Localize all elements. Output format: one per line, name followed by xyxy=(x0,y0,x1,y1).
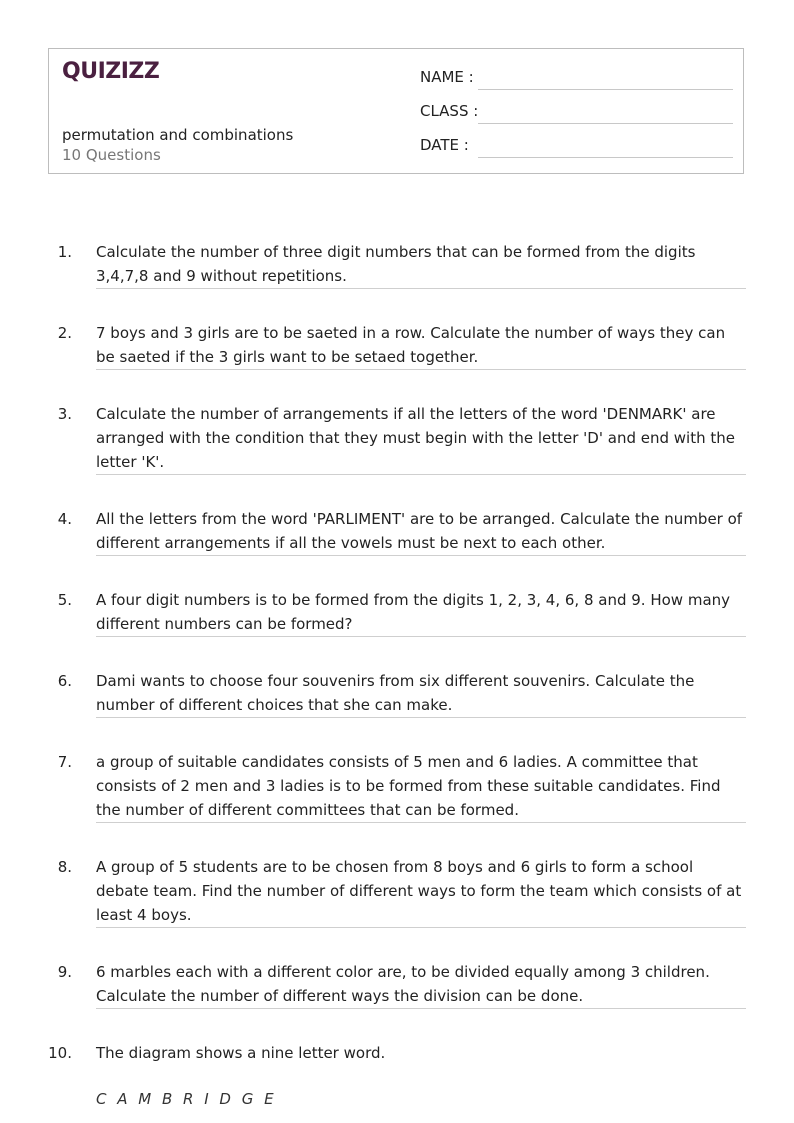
question-number: 9. xyxy=(57,963,72,981)
answer-line xyxy=(96,822,746,823)
question-count: 10 Questions xyxy=(62,146,161,164)
question-number: 10. xyxy=(48,1044,72,1062)
date-label: DATE : xyxy=(420,136,469,154)
question-number: 5. xyxy=(57,591,72,609)
date-line xyxy=(478,157,733,158)
answer-line xyxy=(96,636,746,637)
question-text: a group of suitable candidates consists of 5 men and 6 ladies. A committee that consists of 2 men and 3 ladies is to be formed from these suitable candidates. Find the number of different committees that can be formed. xyxy=(96,753,721,819)
quizizz-logo: QUIZIZZ xyxy=(62,59,160,84)
question-text: Dami wants to choose four souvenirs from six different souvenirs. Calculate the number of different choices that she can make. xyxy=(96,672,695,714)
answer-line xyxy=(96,927,746,928)
name-line xyxy=(478,89,733,90)
question-number: 7. xyxy=(57,753,72,771)
answer-line xyxy=(96,288,746,289)
answer-line xyxy=(96,474,746,475)
question-text: 6 marbles each with a different color are, to be divided equally among 3 children. Calculate the number of different ways the division can be done. xyxy=(96,963,710,1005)
question-text: Calculate the number of three digit numbers that can be formed from the digits 3,4,7,8 and 9 without repetitions. xyxy=(96,243,696,285)
question-number: 2. xyxy=(57,324,72,342)
question-text: 7 boys and 3 girls are to be saeted in a row. Calculate the number of ways they can be saeted if the 3 girls want to be setaed together. xyxy=(96,324,726,366)
name-label: NAME : xyxy=(420,68,474,86)
answer-line xyxy=(96,369,746,370)
question-number: 1. xyxy=(57,243,72,261)
answer-line xyxy=(96,717,746,718)
answer-line xyxy=(96,555,746,556)
question-text: A four digit numbers is to be formed from the digits 1, 2, 3, 4, 6, 8 and 9. How many different numbers can be formed? xyxy=(96,591,731,633)
question-text: Calculate the number of arrangements if all the letters of the word 'DENMARK' are arranged with the condition that they must begin with the letter 'D' and end with the letter 'K'. xyxy=(96,405,735,471)
question-number: 6. xyxy=(57,672,72,690)
question-number: 4. xyxy=(57,510,72,528)
question-text: All the letters from the word 'PARLIMENT' are to be arranged. Calculate the number of different arrangements if all the vowels must be next to each other. xyxy=(96,510,743,552)
question-text: The diagram shows a nine letter word. xyxy=(96,1044,386,1062)
question-text: A group of 5 students are to be chosen from 8 boys and 6 girls to form a school debate team. Find the number of different ways to form the team which consists of at least 4 boys. xyxy=(96,858,742,924)
worksheet-title: permutation and combinations xyxy=(62,126,294,144)
answer-line xyxy=(96,1008,746,1009)
question-number: 3. xyxy=(57,405,72,423)
worksheet-header xyxy=(48,48,744,174)
question-number: 8. xyxy=(57,858,72,876)
class-line xyxy=(478,123,733,124)
nine-letter-word: C A M B R I D G E xyxy=(96,1090,277,1108)
class-label: CLASS : xyxy=(420,102,479,120)
